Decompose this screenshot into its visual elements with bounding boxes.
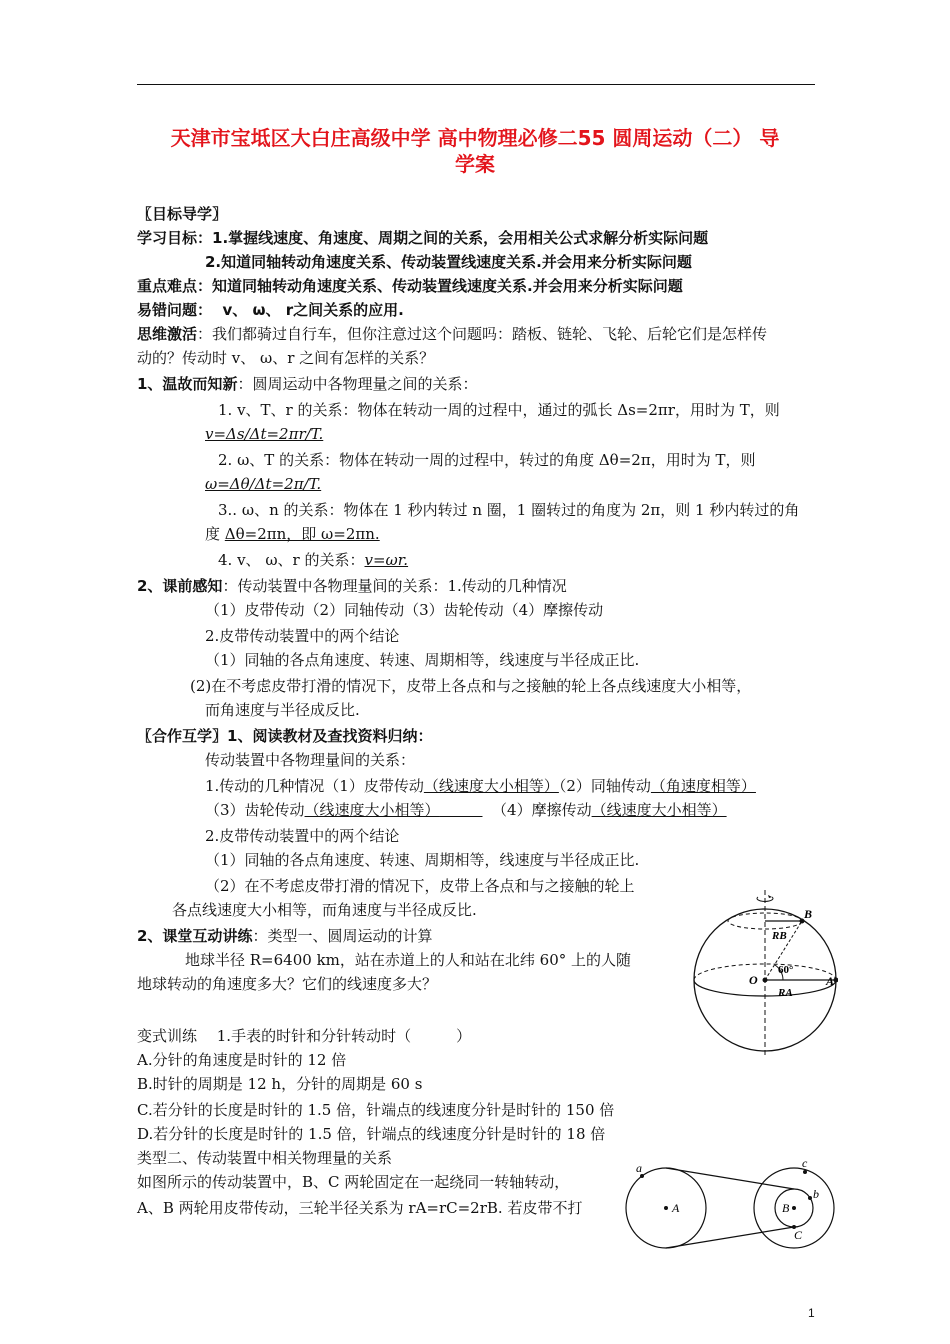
review-3-formula: Δθ=2πn，即 ω=2πn.	[224, 525, 380, 543]
think-line-2: 动的？传动时 v、 ω、r 之间有怎样的关系？	[137, 349, 435, 367]
label-RA: RA	[778, 987, 793, 999]
coop-coaxial: （2）同轴传动	[558, 777, 651, 795]
pre-conclusion-2b: 而角速度与半径成反比.	[205, 701, 360, 719]
label-wheel-A: A	[672, 1201, 680, 1215]
label-RB: RB	[772, 930, 787, 942]
pre-conclusion-1: （1）同轴的各点角速度、转速、周期相等，线速度与半径成正比.	[205, 651, 640, 669]
think-line-1	[137, 324, 767, 344]
coop-gear-answer: （线速度大小相等）	[304, 801, 440, 819]
coop-belt: 1.传动的几种情况（1）皮带传动	[205, 777, 424, 795]
label-c: c	[802, 1160, 808, 1170]
pre-label: 2、课前感知	[137, 577, 223, 595]
option-d: D.若分针的长度是时针的 1.5 倍，针端点的线速度分针是时针的 18 倍	[137, 1125, 606, 1143]
think-text-1: ：我们都骑过自行车，但你注意过这个问题吗：踏板、链轮、飞轮、后轮它们是怎样传	[197, 325, 768, 343]
variant-question: 变式训练 1.手表的时针和分针转动时（ ）	[137, 1027, 472, 1045]
objective-2: 2.知道同轴转动角速度关系、传动装置线速度关系.并会用来分析实际问题	[205, 253, 692, 271]
page-number: 1	[808, 1306, 815, 1320]
type-2-heading: 类型二、传动装置中相关物理量的关系	[137, 1149, 393, 1167]
review-text: ：圆周运动中各物理量之间的关系：	[237, 375, 478, 393]
objective-1: 1.掌握线速度、角速度、周期之间的关系，会用相关公式求解分析实际问题	[212, 229, 709, 247]
error-label: 易错问题：	[137, 301, 213, 319]
title-line-1: 天津市宝坻区大白庄高级中学 高中物理必修二55 圆周运动（二） 导	[170, 126, 780, 150]
pre-heading	[137, 576, 567, 596]
label-wheel-B: B	[782, 1201, 790, 1215]
coop-friction-answer: （线速度大小相等）	[591, 801, 727, 819]
error-points	[137, 300, 404, 320]
label-B: B	[804, 907, 813, 921]
coop-friction: （4）摩擦传动	[492, 801, 592, 819]
pre-conclusion-2a: (2)在不考虑皮带打滑的情况下，皮带上各点和与之接触的轮上各点线速度大小相等，	[190, 677, 752, 695]
review-1-text: 1. v、T、r 的关系：物体在转动一周的过程中，通过的弧长 Δs=2πr，用时为 T，则	[218, 401, 780, 419]
review-2-text: 2. ω、T 的关系：物体在转动一周的过程中，转过的角度 Δθ=2π，用时为 T，则	[218, 451, 756, 469]
review-3-prefix: 度	[205, 525, 221, 543]
review-1-formula: v=Δs/Δt=2πr/T.	[205, 425, 324, 443]
coop-types-2	[205, 800, 727, 820]
class-text: ：类型一、圆周运动的计算	[252, 927, 433, 945]
key-text: 知道同轴转动角速度关系、传动装置线速度关系.并会用来分析实际问题	[212, 277, 683, 295]
coop-conclusions-title: 2.皮带传动装置中的两个结论	[205, 827, 400, 845]
pre-types: （1）皮带传动（2）同轴传动（3）齿轮传动（4）摩擦传动	[205, 601, 604, 619]
review-3-text: 3.. ω、n 的关系：物体在 1 秒内转过 n 圈，1 圈转过的角度为 2π，则 1 秒内转过的角	[218, 501, 800, 519]
error-text: v、 ω、 r之间关系的应用.	[222, 301, 404, 319]
pre-text: ：传动装置中各物理量间的关系：1.传动的几种情况	[222, 577, 567, 595]
coop-intro: 传动装置中各物理量间的关系：	[205, 751, 416, 769]
key-points	[137, 276, 683, 296]
title-line-2: 学案	[455, 152, 495, 176]
globe-figure	[688, 884, 838, 1060]
question-2-line-1: 如图所示的传动装置中，B、C 两轮固定在一起绕同一转轴转动，	[137, 1173, 570, 1191]
coop-types-1	[205, 776, 756, 796]
goal-header: 〖目标导学〗	[137, 205, 228, 223]
objectives	[137, 228, 708, 248]
option-a: A.分针的角速度是时针的 12 倍	[137, 1051, 347, 1069]
review-heading	[137, 374, 477, 394]
question-2-line-2: A、B 两轮用皮带传动，三轮半径关系为 rA=rC=2rB. 若皮带不打	[137, 1199, 583, 1217]
label-C: C	[794, 1228, 803, 1242]
label-a: a	[636, 1161, 642, 1175]
label-angle: 60°	[778, 964, 794, 976]
think-label: 思维激活	[137, 325, 198, 343]
coop-conclusion-2a: （2）在不考虑皮带打滑的情况下，皮带上各点和与之接触的轮上	[205, 877, 635, 895]
review-2-formula: ω=Δθ/Δt=2π/T.	[205, 475, 322, 493]
question-1-line-2: 地球转动的角速度多大？它们的线速度多大？	[137, 975, 438, 993]
option-c: C.若分针的长度是时针的 1.5 倍，针端点的线速度分针是时针的 150 倍	[137, 1101, 615, 1119]
coop-coaxial-answer: （角速度相等）	[650, 777, 756, 795]
pulley-figure	[622, 1160, 844, 1300]
review-4-formula: v=ωr.	[364, 551, 409, 569]
pre-conclusions-title: 2.皮带传动装置中的两个结论	[205, 627, 400, 645]
review-4-text: 4. v、 ω、r 的关系：	[218, 551, 365, 569]
coop-gear: （3）齿轮传动	[205, 801, 305, 819]
label-O: O	[749, 973, 758, 987]
label-A: A	[826, 974, 835, 988]
belt-top	[666, 1168, 794, 1189]
coop-belt-answer: （线速度大小相等）	[423, 777, 559, 795]
coop-conclusion-1: （1）同轴的各点角速度、转速、周期相等，线速度与半径成正比.	[205, 851, 640, 869]
option-b: B.时针的周期是 12 h，分针的周期是 60 s	[137, 1075, 423, 1093]
header-rule	[137, 84, 815, 85]
class-label: 2、课堂互动讲练	[137, 927, 253, 945]
question-1-line-1: 地球半径 R=6400 km，站在赤道上的人和站在北纬 60° 上的人随	[185, 951, 632, 969]
belt-bottom	[666, 1227, 794, 1248]
key-label: 重点难点：	[137, 277, 213, 295]
coop-conclusion-2b: 各点线速度大小相等，而角速度与半径成反比.	[172, 901, 477, 919]
review-label: 1、温故而知新	[137, 375, 238, 393]
label-b: b	[813, 1187, 819, 1201]
review-3-line-2	[205, 524, 380, 544]
review-4	[218, 550, 408, 570]
class-heading	[137, 926, 432, 946]
coop-heading: 〖合作互学〗1、阅读教材及查找资料归纳：	[137, 727, 433, 745]
objectives-label: 学习目标：	[137, 229, 213, 247]
